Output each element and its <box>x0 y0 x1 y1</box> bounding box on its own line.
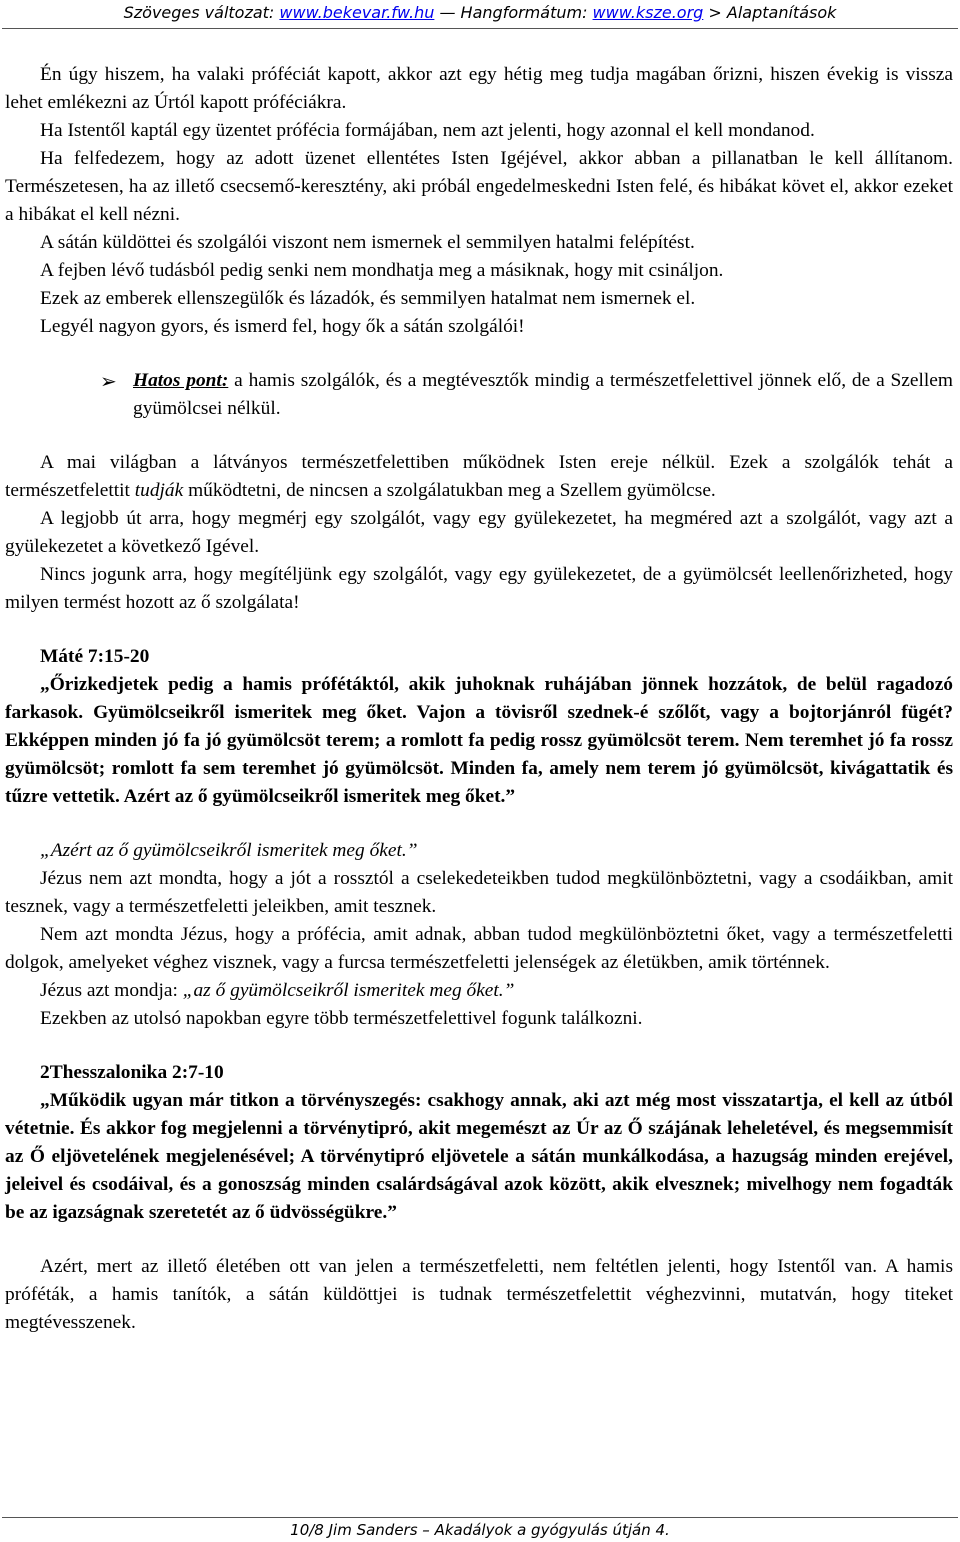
page-footer: 10/8 Jim Sanders – Akadályok a gyógyulás útján 4. <box>290 1521 670 1539</box>
paragraph: Nincs jogunk arra, hogy megítéljünk egy szolgálót, vagy egy gyülekezetet, de a gyümölcsét leellenőrizheted, hogy milyen termést hozott az ő szolgálata! <box>5 564 953 613</box>
italic-quote: „Azért az ő gyümölcseikről ismeritek meg őket.” <box>40 840 418 861</box>
bullet-lead: Hatos pont: <box>133 370 229 391</box>
scripture-quote: „Őrizkedjetek pedig a hamis prófétáktól, akik juhoknak ruhájában jönnek hozzátok, de belül ragadozó farkasok. Gyümölcseikről ismeritek meg őket. Vajon a tövisről szednek-é szőlőt, vagy a bojtorjánról fügét? Ekképpen minden jó fa jó gyümölcsöt terem; a romlott fa pedig rossz gyümölcsöt terem. Nem teremhet jó fa rossz gyümölcsöt; romlott fa sem teremhet jó gyümölcsöt. Minden fa, amely nem terem jó gyümölcsöt, kivágattatik és tűzre vettetik. Azért az ő gyümölcseikről ismeritek meg őket.” <box>5 674 953 807</box>
header-prefix: Szöveges változat: <box>123 3 280 22</box>
header-link-ksze[interactable]: www.ksze.org <box>592 3 704 22</box>
paragraph: A legjobb út arra, hogy megmérj egy szolgálót, vagy egy gyülekezetet, ha megméred azt a szolgálót, vagy azt a gyülekezetet a következő Igével. <box>5 508 953 557</box>
paragraph: Jézus azt mondja: „az ő gyümölcseikről ismeritek meg őket.” <box>40 980 515 1001</box>
bullet-point <box>5 367 953 423</box>
paragraph: A sátán küldöttei és szolgálói viszont nem ismernek el semmilyen hatalmi felépítést. <box>40 232 695 253</box>
header-divider <box>2 28 958 29</box>
paragraph: Ezekben az utolsó napokban egyre több természetfelettivel fogunk találkozni. <box>40 1008 643 1029</box>
footer-divider <box>2 1517 958 1518</box>
paragraph: Legyél nagyon gyors, és ismerd fel, hogy ők a sátán szolgálói! <box>40 316 525 337</box>
bullet-text: a hamis szolgálók, és a megtévesztők mindig a természetfelettivel jönnek elő, de a Szellem gyümölcsei nélkül. <box>133 370 953 419</box>
arrow-bullet-icon: ➢ <box>100 369 117 393</box>
paragraph: A mai világban a látványos természetfelettiben működnek Isten ereje nélkül. Ezek a szolgálók tehát a természetfelettit tudják működtetni, de nincsen a szolgálatukban meg a Szellem gyümölcse. <box>5 452 953 501</box>
paragraph: Ezek az emberek ellenszegülők és lázadók, és semmilyen hatalmat nem ismernek el. <box>40 288 696 309</box>
paragraph: Ha felfedezem, hogy az adott üzenet ellentétes Isten Igéjével, akkor abban a pillanatban le kell állítanom. Természetesen, ha az illető csecsemő-keresztény, aki próbál engedelmeskedni Isten felé, és hibákat követ el, akkor ezeket a hibákat el kell nézni. <box>5 148 953 225</box>
scripture-reference: Máté 7:15-20 <box>40 646 150 667</box>
paragraph: Nem azt mondta Jézus, hogy a prófécia, amit adnak, abban tudod megkülönböztetni őket, vagy a természetfeletti dolgok, amelyeket véghez visznek, vagy a furcsa természetfeletti jelenségek az életükben, amik történnek. <box>5 924 953 973</box>
header-link-bekevar[interactable]: www.bekevar.fw.hu <box>279 3 435 22</box>
scripture-quote: „Működik ugyan már titkon a törvényszegés: csakhogy annak, aki azt még most visszatartja, el kell az útból vétetnie. És akkor fog megjelenni a törvénytipró, akit megemészt az Úr az Ő szájának leheletével, és megsemmisít az Ő eljövetelének megjelenésével; A törvénytipró eljövetele a sátán munkálkodása, a hazugság minden erejével, jeleivel és csodáival, és a gonoszság minden csalárdságával azok között, akik elvesznek; mivelhogy nem fogadták be az igazságnak szeretetét az ő üdvösségükre.” <box>5 1090 953 1223</box>
paragraph: Jézus nem azt mondta, hogy a jót a rossztól a cselekedeteikben tudod megkülönböztetni, vagy a csodáikban, amit tesznek, vagy a természetfeletti jeleikben, amit tesznek. <box>5 868 953 917</box>
italic-word: tudják <box>134 480 184 501</box>
italic-quote-inline: „az ő gyümölcseikről ismeritek meg őket.” <box>182 980 515 1001</box>
paragraph: Azért, mert az illető életében ott van jelen a természetfeletti, nem feltétlen jelenti, hogy Istentől van. A hamis próféták, a hamis tanítók, a sátán küldöttjei is tudnak természetfelettit véghezvinni, mutatván, hogy titeket megtévesszenek. <box>5 1256 953 1333</box>
page-header <box>0 0 960 27</box>
header-suffix: > Alaptanítások <box>703 3 837 22</box>
paragraph: Ha Istentől kaptál egy üzentet prófécia formájában, nem azt jelenti, hogy azonnal el kell mondanod. <box>40 120 815 141</box>
scripture-reference: 2Thesszalonika 2:7-10 <box>40 1062 224 1083</box>
paragraph: Én úgy hiszem, ha valaki próféciát kapott, akkor azt egy hétig meg tudja magában őrizni, hiszen évekig is vissza lehet emlékezni az Úrtól kapott próféciákra. <box>5 64 953 113</box>
header-middle: — Hangformátum: <box>434 3 593 22</box>
paragraph: A fejben lévő tudásból pedig senki nem mondhatja meg a másiknak, hogy mit csináljon. <box>40 260 724 281</box>
document-body <box>5 61 953 1337</box>
